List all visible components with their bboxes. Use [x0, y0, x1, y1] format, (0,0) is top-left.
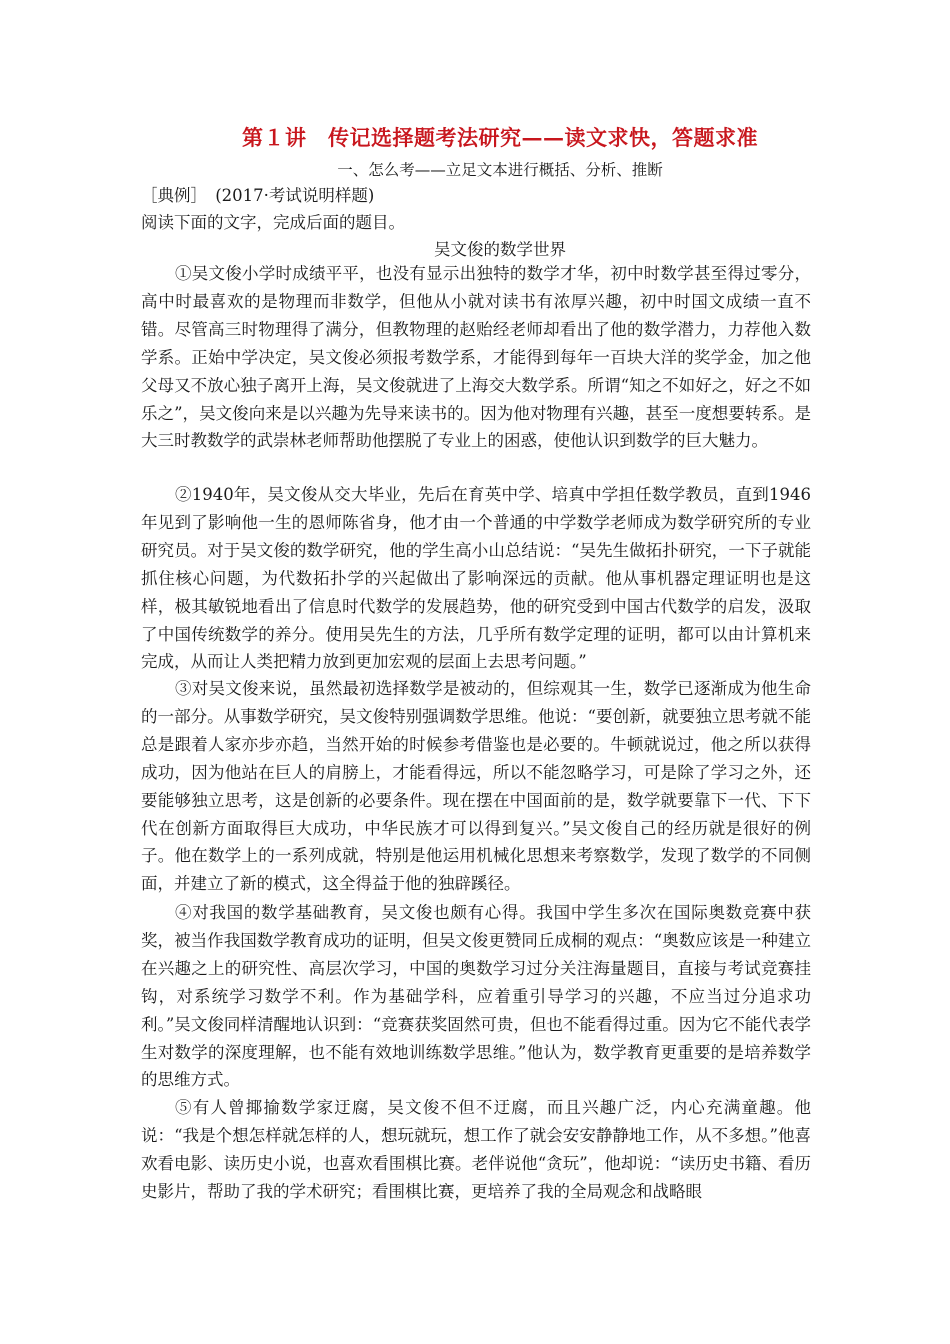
example-label: ［典例］ (2017·考试说明样题)	[141, 186, 375, 205]
reading-instruction: 阅读下面的文字，完成后面的题目。	[141, 213, 405, 232]
paragraph-5: ⑤有人曾揶揄数学家迂腐，吴文俊不但不迂腐，而且兴趣广泛，内心充满童趣。他说：“我是个想怎样就怎样的人，想玩就玩，想工作了就会安安静静地工作，从不多想。”他喜欢看电影、读历史小说，也喜欢看围棋比赛。老伴说他“贪玩”，他却说：“读历史书籍、看历史影片，帮助了我的学术研究；看围棋比赛，更培养了我的全局观念和战略眼	[141, 1098, 811, 1201]
passage-title: 吴文俊的数学世界	[434, 240, 566, 259]
paragraph-1: ①吴文俊小学时成绩平平，也没有显示出独特的数学才华，初中时数学甚至得过零分，高中时最喜欢的是物理而非数学，但他从小就对读书有浓厚兴趣，初中时国文成绩一直不错。尽管高三时物理得了满分，但教物理的赵贻经老师却看出了他的数学潜力，力荐他入数学系。正始中学决定，吴文俊必须报考数学系，才能得到每年一百块大洋的奖学金，加之他父母又不放心独子离开上海，吴文俊就进了上海交大数学系。所谓“知之不如好之，好之不如乐之”，吴文俊向来是以兴趣为先导来读书的。因为他对物理有兴趣，甚至一度想要转系。是大三时教数学的武崇林老师帮助他摆脱了专业上的困惑，使他认识到数学的巨大魅力。	[141, 264, 811, 451]
lesson-title: 第１讲 传记选择题考法研究——读文求快，答题求准	[242, 125, 758, 150]
paragraph-2: ②1940年，吴文俊从交大毕业，先后在育英中学、培真中学担任数学教员，直到1946年见到了影响他一生的恩师陈省身，他才由一个普通的中学数学老师成为数学研究所的专业研究员。对于吴文俊的数学研究，他的学生高小山总结说：“吴先生做拓扑研究，一下子就能抓住核心问题，为代数拓扑学的兴起做出了影响深远的贡献。他从事机器定理证明也是这样，极其敏锐地看出了信息时代数学的发展趋势，他的研究受到中国古代数学的启发，汲取了中国传统数学的养分。使用吴先生的方法，几乎所有数学定理的证明，都可以由计算机来完成，从而让人类把精力放到更加宏观的层面上去思考问题。”	[141, 485, 811, 672]
section-subtitle: 一、怎么考——立足文本进行概括、分析、推断	[337, 161, 663, 179]
paragraph-3: ③对吴文俊来说，虽然最初选择数学是被动的，但综观其一生，数学已逐渐成为他生命的一部分。从事数学研究，吴文俊特别强调数学思维。他说：“要创新，就要独立思考就不能总是跟着人家亦步亦趋，当然开始的时候参考借鉴也是必要的。牛顿就说过，他之所以获得成功，因为他站在巨人的肩膀上，才能看得远，所以不能忽略学习，可是除了学习之外，还要能够独立思考，这是创新的必要条件。现在摆在中国面前的是，数学就要靠下一代、下下代在创新方面取得巨大成功，中华民族才可以得到复兴。”吴文俊自己的经历就是很好的例子。他在数学上的一系列成就，特别是他运用机械化思想来考察数学，发现了数学的不同侧面，并建立了新的模式，这全得益于他的独辟蹊径。	[141, 679, 811, 894]
paragraph-4: ④对我国的数学基础教育，吴文俊也颇有心得。我国中学生多次在国际奥数竞赛中获奖，被当作我国数学教育成功的证明，但吴文俊更赞同丘成桐的观点：“奥数应该是一种建立在兴趣之上的研究性、高层次学习，中国的奥数学习过分关注海量题目，直接与考试竞赛挂钩，对系统学习数学不利。作为基础学科，应着重引导学习的兴趣，不应当过分追求功利。”吴文俊同样清醒地认识到：“竞赛获奖固然可贵，但也不能看得过重。因为它不能代表学生对数学的深度理解，也不能有效地训练数学思维。”他认为，数学教育更重要的是培养数学的思维方式。	[141, 903, 811, 1090]
